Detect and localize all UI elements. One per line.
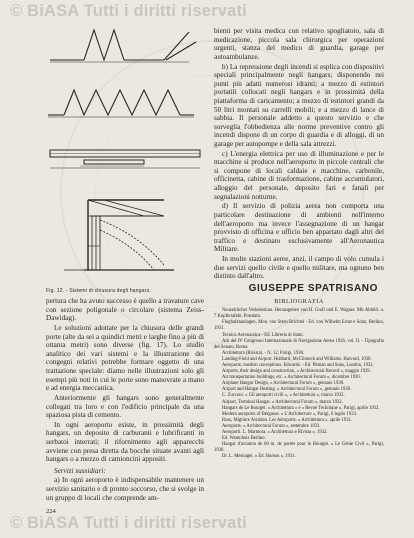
bibliography-entry: Aeroports: modern conceptions. Edwards. - Ed. Pitman and Sons, London, 1932.	[222, 363, 374, 368]
bibliography-entry: Modern aeroports of Bérgasse. « L'Architecture », Parigi, 6 luglio 1933.	[222, 411, 358, 417]
diagram-zigzag-door	[48, 90, 194, 117]
bibliography-title: BIBLIOGRAFIA	[274, 298, 324, 305]
hangar-door-diagrams	[44, 20, 209, 288]
diagram-folding-door	[50, 30, 196, 62]
right-paragraph-2: b) La repressione degli incendi si esplica con dispositivi speciali principalmente negli hangars; disponendo nei punti più adatti numerosi idranti; a mezzo di estintori portatili collocati negli hangars e in prossimità della piattaforma di caricamento; a mezzo di estintori grandi da 50 litri montati su carrelli mobili; e a mezzo di lance di sabbia. Il personale addetto a questo servizio e che sorveglia l'obbedienza alle norme preventive contro gli incendi dispone di un corpo di guardia e di alloggi, di un garage per autopompe e della sala attrezzi.	[214, 62, 384, 148]
bibliography-entry: Tecnica Aeronautica - Ed. Libreria di Stato.	[222, 332, 304, 338]
bibliography-entry: Hangar d'aviation de 60 m. de portée pour le Bourget. « Le Génie Civil », Parigi, 1930.	[214, 442, 384, 454]
bibliography-entry: Aeroports. « Architectural Forum », settembre 1933.	[222, 423, 321, 429]
left-paragraph-2: Le soluzioni adottate per la chiusura delle grandi porte (alte da sei a quindici metri e larghe fino a più di ottanta metri) sono diverse (fig. 17). Lo studio analitico dei vari sistemi e la illustrazione dei congegni relativi potrebbe formare oggetto di una trattazione speciale: diamo nelle illustrazioni solo gli esempi più noti in cui le porte sono manovrate a mano e ad energia meccanica.	[46, 323, 204, 393]
right-paragraph-5: In molte stazioni aeree, anzi, il campo di volo cumula i due servizi quello civile e quello militare, ma ognuno ben distinto dall'altro.	[214, 255, 384, 281]
bibliography-entry: Ross, Migliore Aviation. Les Aéroports. « Architettura », aprile 1931.	[222, 417, 353, 423]
left-paragraph-4: In ogni aeroporto esiste, in prossimità degli hangars, un deposito di carburanti e lubrificanti in serbatoi interrati; il rifornimento agli apparecchi avviene con presa diretta da bocche situate avanti agli hangars o a mezzo di camioncini appositi.	[46, 420, 204, 464]
bibliography-list	[214, 308, 384, 460]
left-paragraph-3: Anteriormente gli hangars sono generalmente collegati tra loro e con l'edificio principale da una spaziosa pista di cemento.	[46, 393, 204, 420]
bibliography-entry: Dr. L. Mesnager. « Ed. Bureau », 1931.	[222, 454, 296, 460]
bibliography-entry: C. Zucconi. « Gli aeroporti civili », « Architettura », marzo 1932.	[222, 393, 345, 399]
section-heading-services: Servizi sussidiari:	[54, 466, 106, 475]
right-column	[214, 27, 384, 461]
bibliography-entry: Airport and Hangar Heating. « Architectural Forum », gennaio 1930.	[222, 387, 352, 393]
bibliography-entry: Airports, their design and construction, « Architectural Record », maggio 1929.	[222, 369, 371, 375]
left-column	[46, 297, 204, 503]
bibliography-entry: Air transportation buildings, etc. « Architectural Forum », dicembre 1930.	[222, 375, 361, 381]
author-signature: GIUSEPPE SPATRISANO	[248, 282, 378, 294]
bibliography-entry: Architettura (Rivista). - N. 12, Parigi, 1930.	[222, 350, 305, 356]
bibliography-entry: Hangars de Le Bourget. « Architettura » e « Revue Technique », Parigi, aprile 1932.	[222, 405, 380, 411]
left-paragraph-5: a) In ogni aeroporto è indispensabile mantenere un servizio sanitario e di pronto soccorso, che si svolge in un gruppo di locali che comprende am-	[46, 476, 204, 502]
bibliography-entry: Flughafenanlagen. Mon. von Stern Brichtel - Ed. von Wilhelm Ernst e Sohn, Berlino, 1931.	[214, 320, 384, 332]
bibliography-entry: Landing-Field and Airport. Hubbard, McClintock and Williams. Harvard, 1930.	[222, 356, 372, 362]
bibliography-entry: Aeroporti. L. Marmora. « Architettura e Rivista », 1932.	[222, 430, 328, 436]
bibliography-entry: Airplane Hangar Design, « Architectural Forum », gennaio 1930.	[222, 381, 345, 387]
watermark-bottom: © BiASA Tutti i diritti riservati	[10, 514, 247, 532]
bibliography-entry: Airport, Terminal Hangar. « Architectural Forum », marzo 1932.	[222, 399, 343, 405]
bibliography-entry: Atti del IV Congresso Internazionale di Navigazione Aerea 1926, vol. II. - Tipografia del Senato, Roma.	[214, 338, 384, 350]
diagram-lifting-door	[64, 200, 174, 270]
left-paragraph-1: pertura che ha avuto successo è quello a travature cave con sezione poligonale o circolare (sistema Zeiss-Dawidag).	[46, 297, 204, 323]
right-paragraph-1: bienti per visita medica con relativo spogliatoio, sala di medicazione, piccola sala chirurgica per operazioni urgenti, stanza del medico di guardia, garage per autoambulanze.	[214, 27, 384, 61]
right-paragraph-3: c) L'energia elettrica per uso di illuminazione e per le macchine si produce nell'aeroporto in piccole centrali che si compone di locali caldaie e macchine, carbonile, officinetta, cabine di trasformazione, cabine accumulatori, alloggio del personale, deposito fari e fanali per segnalazioni notturne.	[214, 149, 384, 201]
right-paragraph-4: d) Il servizio di polizia aerea non comporta una particolare destinazione di ambienti nell'interno dell'aeroporto ma invece l'assegnazione di un hangar provvisto di officina e ufficio ben appartato dagli altri del traffico e destinato esclusivamente all'Aeronautica Militare.	[214, 202, 384, 254]
diagram-sliding-panels	[50, 150, 200, 168]
watermark-top: © BiASA Tutti i diritti riservati	[10, 2, 247, 20]
page-number: 224	[46, 508, 56, 515]
bibliography-entry: Ed. Warenhuis Berlino.	[222, 436, 266, 442]
bibliography-entry: Neuzeitlicher Verkehrsbau. Herausgeben von H. Grafl und E. Wagner. Mit Abbild. u. 7 Kupfertafeln. Potsdam.	[214, 308, 384, 320]
figure-caption: Fig. 12. - Sistemi di chiusura degli hangars.	[46, 288, 151, 294]
